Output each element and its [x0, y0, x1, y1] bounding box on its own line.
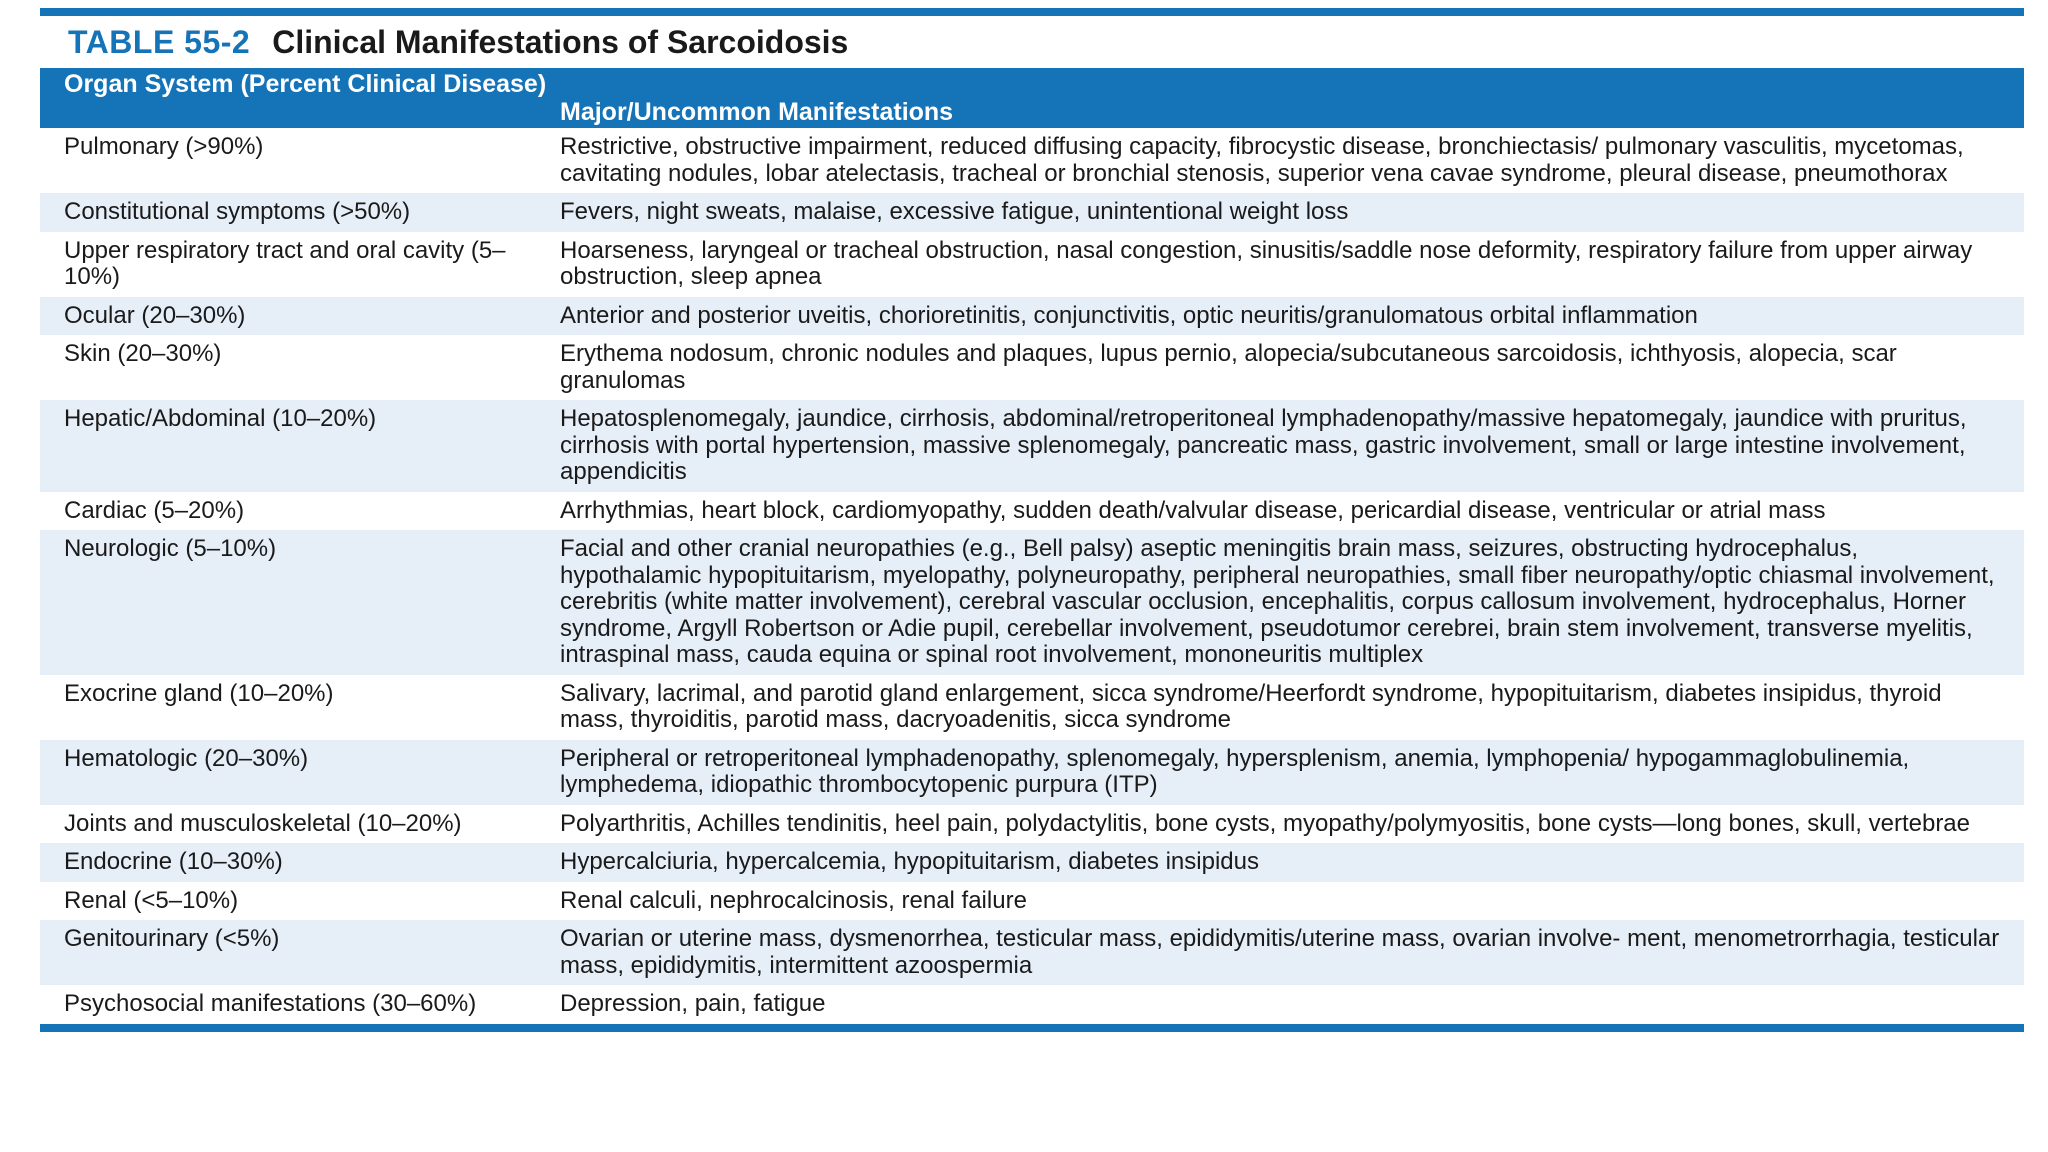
manifestations-cell: Renal calculi, nephrocalcinosis, renal failure [560, 886, 1027, 914]
organ-system-cell: Renal (<5–10%) [64, 886, 239, 914]
table-row [40, 232, 2024, 297]
manifestations-cell: Anterior and posterior uveitis, chorioretinitis, conjunctivitis, optic neuritis/granulomatous orbital inflammation [560, 301, 1698, 329]
organ-system-cell: Cardiac (5–20%) [64, 496, 245, 524]
table-row [40, 805, 2024, 844]
top-rule [40, 8, 2024, 16]
table-title: Clinical Manifestations of Sarcoidosis [272, 23, 849, 60]
table-number: TABLE 55-2 [68, 23, 251, 60]
manifestations-cell: Restrictive, obstructive impairment, reduced diffusing capacity, fibrocystic disease, bronchiectasis/ pulmonary vasculitis, mycetomas, cavitating nodules, lobar atelectasis, tracheal or bronchial stenosis, superior vena cavae syndrome, pleural disease, pneumothorax [560, 133, 1964, 187]
organ-system-cell: Constitutional symptoms (>50%) [64, 198, 411, 225]
table-row [40, 297, 2024, 336]
organ-system-cell: Ocular (20–30%) [64, 301, 246, 329]
table-caption [40, 16, 2024, 68]
table-row [40, 985, 2024, 1024]
header-organ-system: Organ System (Percent Clinical Disease) [64, 70, 547, 98]
table-body [40, 128, 2024, 1024]
organ-system-cell: Joints and musculoskeletal (10–20%) [64, 809, 462, 837]
manifestations-cell: Hepatosplenomegaly, jaundice, cirrhosis, abdominal/retroperitoneal lymphadenopathy/massive hepatomegaly, jaundice with pruritus, cirrhosis with portal hypertension, massive splenomegaly, pancreatic mass, gastric involvement, small or large intestine involvement, appendicitis [560, 405, 1967, 485]
table-header-row [40, 68, 2024, 128]
table-row [40, 335, 2024, 400]
table-row [40, 675, 2024, 740]
manifestations-cell: Depression, pain, fatigue [560, 990, 826, 1017]
manifestations-cell: Fevers, night sweats, malaise, excessive fatigue, unintentional weight loss [560, 198, 1349, 225]
table-row [40, 530, 2024, 675]
manifestations-cell: Erythema nodosum, chronic nodules and plaques, lupus pernio, alopecia/subcutaneous sarcoidosis, ichthyosis, alopecia, scar granulomas [560, 340, 1897, 394]
header-manifestations: Major/Uncommon Manifestations [560, 98, 954, 126]
organ-system-cell: Psychosocial manifestations (30–60%) [64, 990, 477, 1017]
manifestations-cell: Peripheral or retroperitoneal lymphadenopathy, splenomegaly, hypersplenism, anemia, lymphopenia/ hypogammaglobulinemia, lymphedema, idiopathic thrombocytopenic purpura (ITP) [560, 744, 1910, 798]
table-row [40, 740, 2024, 805]
organ-system-cell: Genitourinary (<5%) [64, 925, 280, 952]
manifestations-cell: Hypercalciuria, hypercalcemia, hypopituitarism, diabetes insipidus [560, 848, 1259, 875]
organ-system-cell: Endocrine (10–30%) [64, 848, 283, 875]
manifestations-cell: Arrhythmias, heart block, cardiomyopathy, sudden death/valvular disease, pericardial disease, ventricular or atrial mass [560, 496, 1826, 524]
manifestations-cell: Facial and other cranial neuropathies (e.g., Bell palsy) aseptic meningitis brain mass, seizures, obstructing hydrocephalus, hypothalamic hypopituitarism, myelopathy, polyneuropathy, peripheral neuropathies, small fiber neuropathy/optic chiasmal involvement, cerebritis (white matter involvement), cerebral vascular occlusion, encephalitis, corpus callosum involvement, hydrocephalus, Horner syndrome, Argyll Robertson or Adie pupil, cerebellar involvement, pseudotumor cerebrei, brain stem involvement, transverse myelitis, intraspinal mass, cauda equina or spinal root involvement, mononeuritis multiplex [560, 535, 1995, 668]
manifestations-cell: Hoarseness, laryngeal or tracheal obstruction, nasal congestion, sinusitis/saddle nose deformity, respiratory failure from upper airway obstruction, sleep apnea [560, 236, 1973, 290]
organ-system-cell: Neurologic (5–10%) [64, 535, 277, 562]
organ-system-cell: Upper respiratory tract and oral cavity (5–10%) [64, 236, 506, 290]
organ-system-cell: Skin (20–30%) [64, 340, 222, 367]
organ-system-cell: Exocrine gland (10–20%) [64, 679, 334, 707]
table-row [40, 843, 2024, 882]
manifestations-cell: Polyarthritis, Achilles tendinitis, heel pain, polydactylitis, bone cysts, myopathy/polymyositis, bone cysts—long bones, skull, vertebrae [560, 809, 1970, 837]
manifestations-cell: Ovarian or uterine mass, dysmenorrhea, testicular mass, epididymitis/uterine mass, ovarian involve- ment, menometrorrhagia, testicular mass, epididymitis, intermittent azoospermia [560, 925, 2000, 979]
table-row [40, 128, 2024, 193]
table-figure [40, 8, 2024, 1032]
table-row [40, 400, 2024, 492]
table-row [40, 882, 2024, 921]
organ-system-cell: Pulmonary (>90%) [64, 133, 264, 160]
table-row [40, 193, 2024, 232]
table-row [40, 920, 2024, 985]
manifestations-cell: Salivary, lacrimal, and parotid gland enlargement, sicca syndrome/Heerfordt syndrome, hypopituitarism, diabetes insipidus, thyroid mass, thyroiditis, parotid mass, dacryoadenitis, sicca syndrome [560, 679, 1942, 733]
bottom-rule [40, 1024, 2024, 1032]
organ-system-cell: Hematologic (20–30%) [64, 744, 309, 772]
organ-system-cell: Hepatic/Abdominal (10–20%) [64, 405, 377, 432]
table-row [40, 492, 2024, 531]
